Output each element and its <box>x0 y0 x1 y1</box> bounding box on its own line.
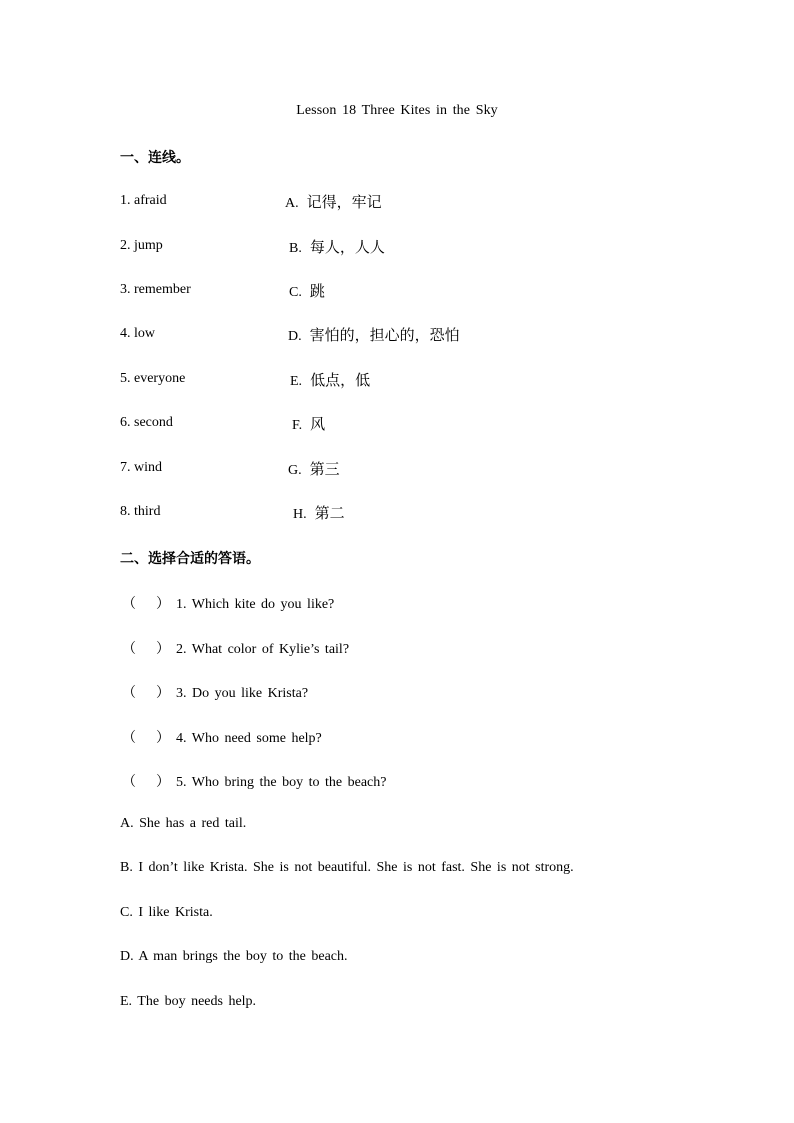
answer-blank-open[interactable]: （ <box>122 731 136 746</box>
matching-row <box>120 415 680 437</box>
answer-blank-open[interactable]: （ <box>122 597 136 612</box>
chinese-option <box>289 280 325 301</box>
answer-option: B. I don’t like Krista. She is not beautiful. She is not fast. She is not strong. <box>120 860 574 875</box>
question-text: 2. What color of Kylie’s tail? <box>176 642 350 657</box>
matching-row <box>120 460 680 482</box>
question-item <box>122 593 334 615</box>
answer-option: E. The boy needs help. <box>120 994 257 1009</box>
english-word: 3. remember <box>120 282 191 297</box>
question-text: 4. Who need some help? <box>176 731 322 746</box>
question-item <box>122 727 322 749</box>
chinese-option <box>285 191 382 212</box>
question-item <box>122 638 349 660</box>
chinese-option <box>292 413 325 434</box>
answer-blank-close: ） <box>156 642 170 657</box>
answer-option: A. She has a red tail. <box>120 816 247 831</box>
option-meaning: 低点，低 <box>310 371 371 389</box>
option-letter: D. <box>288 329 302 344</box>
question-text: 3. Do you like Krista? <box>176 686 309 701</box>
option-meaning: 风 <box>310 415 326 433</box>
option-meaning: 每人，人人 <box>309 238 385 256</box>
matching-row <box>120 326 680 348</box>
english-word: 6. second <box>120 415 173 430</box>
section-heading-choose-answer: 二、选择合适的答语。 <box>120 551 260 567</box>
option-meaning: 害怕的，担心的，恐怕 <box>309 326 460 344</box>
question-text: 5. Who bring the boy to the beach? <box>176 775 387 790</box>
answer-blank-close: ） <box>156 775 170 790</box>
chinese-option <box>289 236 385 257</box>
option-letter: B. <box>289 241 302 256</box>
matching-row <box>120 371 680 393</box>
chinese-option <box>290 369 370 390</box>
matching-row <box>120 282 680 304</box>
english-word: 4. low <box>120 326 155 341</box>
answer-blank-close: ） <box>156 686 170 701</box>
answer-blank-open[interactable]: （ <box>122 686 136 701</box>
matching-row <box>120 238 680 260</box>
option-meaning: 第二 <box>314 504 345 522</box>
option-meaning: 第三 <box>309 460 340 478</box>
english-word: 7. wind <box>120 460 162 475</box>
option-letter: G. <box>288 463 302 478</box>
answer-blank-open[interactable]: （ <box>122 642 136 657</box>
section-heading-matching: 一、连线。 <box>120 150 190 166</box>
english-word: 5. everyone <box>120 371 186 386</box>
answer-option: D. A man brings the boy to the beach. <box>120 949 348 964</box>
chinese-option <box>293 502 345 523</box>
matching-row <box>120 504 680 526</box>
answer-blank-open[interactable]: （ <box>122 775 136 790</box>
question-text: 1. Which kite do you like? <box>176 597 335 612</box>
answer-blank-close: ） <box>156 731 170 746</box>
english-word: 2. jump <box>120 238 163 253</box>
chinese-option <box>288 324 460 345</box>
option-letter: H. <box>293 507 307 522</box>
chinese-option <box>288 458 340 479</box>
english-word: 1. afraid <box>120 193 167 208</box>
english-word: 8. third <box>120 504 161 519</box>
option-meaning: 记得，牢记 <box>306 193 382 211</box>
answer-blank-close: ） <box>156 597 170 612</box>
answer-option: C. I like Krista. <box>120 905 213 920</box>
option-letter: C. <box>289 285 302 300</box>
matching-row <box>120 193 680 215</box>
page-title: Lesson 18 Three Kites in the Sky <box>296 103 498 118</box>
question-item <box>122 771 386 793</box>
option-meaning: 跳 <box>309 282 325 300</box>
question-item <box>122 682 308 704</box>
option-letter: E. <box>290 374 303 389</box>
option-letter: F. <box>292 418 303 433</box>
option-letter: A. <box>285 196 299 211</box>
